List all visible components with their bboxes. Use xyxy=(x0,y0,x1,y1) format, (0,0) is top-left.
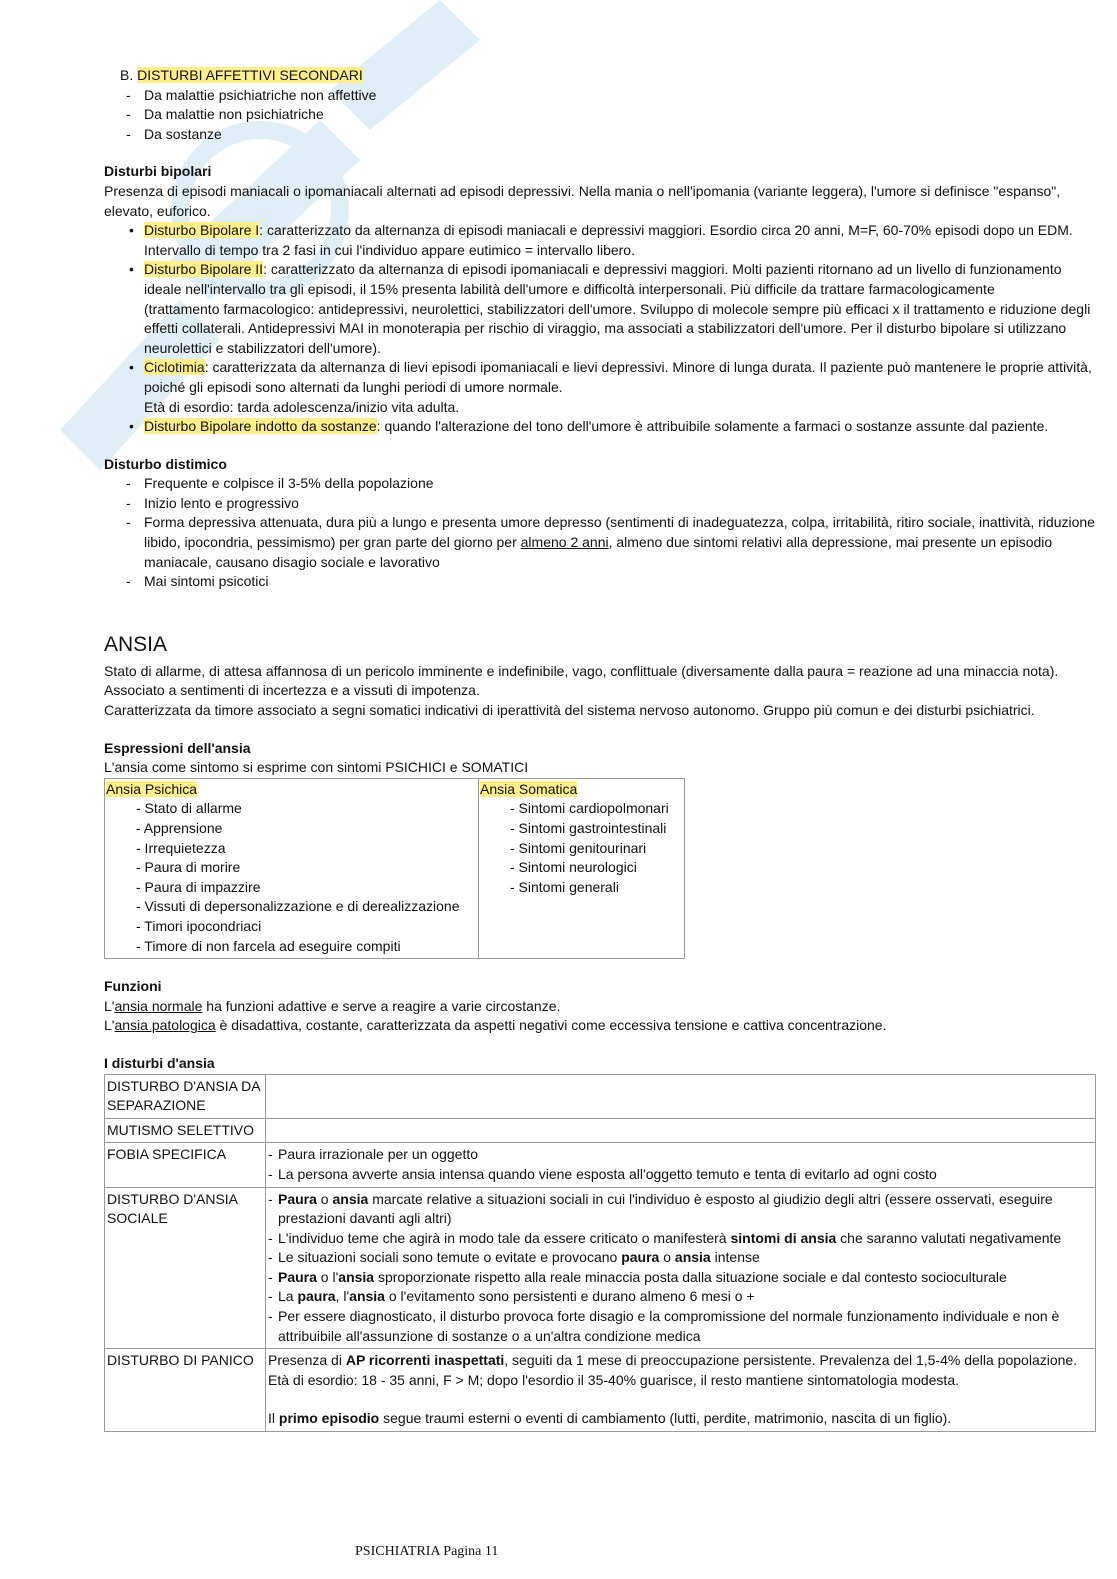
section-b-heading xyxy=(104,66,1096,86)
somatica-item: - Sintomi genitourinari xyxy=(510,839,647,856)
bold-term: Paura xyxy=(278,1190,317,1207)
disturbi-table xyxy=(104,1074,1096,1433)
distimico-title: Disturbo distimico xyxy=(104,455,227,472)
table-row xyxy=(105,1143,1096,1187)
list-item xyxy=(104,513,1096,572)
bold-term: AP ricorrenti inaspettati xyxy=(345,1352,505,1369)
page-footer: PSICHIATRIA Pagina 11 xyxy=(355,1544,499,1559)
psichica-item: - Vissuti di depersonalizzazione e di derealizzazione xyxy=(136,898,460,915)
row-name: FOBIA SPECIFICA xyxy=(105,1143,266,1187)
cell-item xyxy=(268,1190,1091,1229)
ansia-psichica-cell xyxy=(105,778,479,958)
somatica-item: - Sintomi generali xyxy=(510,878,619,895)
cell-item xyxy=(268,1287,1091,1307)
bold-term: Paura xyxy=(278,1268,317,1285)
funzioni-l1-pre: L' xyxy=(104,997,115,1014)
list-item xyxy=(104,358,1096,417)
bold-term: ansia xyxy=(349,1288,385,1305)
bipolare-sostanze-label: Disturbo Bipolare indotto da sostanze xyxy=(144,418,377,435)
panico-paragraph-1 xyxy=(268,1351,1091,1390)
ansia-somatica-title: Ansia Somatica xyxy=(480,780,578,797)
cell-item xyxy=(268,1229,1091,1249)
psichica-item: - Paura di impazzire xyxy=(136,878,261,895)
list-item: - Da malattie non psichiatriche xyxy=(104,105,1096,125)
row-name: DISTURBO DI PANICO xyxy=(105,1349,266,1432)
cell-text: intense xyxy=(710,1249,760,1266)
distimico-i3-a: Forma depressiva attenuata, dura più a lungo e presenta umore depresso (sentimenti di inadeguatezza, colpa, irritabilità, ritiro sociale, inattività, riduzione libido, ipocondria, pessimismo) per gran parte del giorno per xyxy=(144,514,1095,551)
bipolare-1-text: : caratterizzato da alternanza di episodi maniacali e depressivi maggiori. Esordio circa 20 anni, M=F, 60-70% episodi dopo un EDM. Intervallo di tempo tra 2 fasi in cui l'individuo appare eutimico = intervallo libero. xyxy=(144,222,1073,258)
bold-term: paura xyxy=(621,1249,660,1266)
funzioni-line-1 xyxy=(104,997,1096,1017)
somatica-item: - Sintomi cardiopolmonari xyxy=(510,800,669,817)
section-b-title: DISTURBI AFFETTIVI SECONDARI xyxy=(137,67,363,83)
somatica-item: - Sintomi neurologici xyxy=(510,859,637,876)
funzioni-title: Funzioni xyxy=(104,978,162,995)
row-name: DISTURBO D'ANSIA DA SEPARAZIONE xyxy=(105,1074,266,1118)
bipolari-title: Disturbi bipolari xyxy=(104,163,212,180)
cell-item xyxy=(268,1268,1091,1288)
cell-text: o xyxy=(659,1249,675,1266)
row-name: MUTISMO SELETTIVO xyxy=(105,1118,266,1143)
cell-item xyxy=(268,1248,1091,1268)
cell-text: Presenza di xyxy=(268,1352,346,1369)
bipolare-2-label: Disturbo Bipolare II xyxy=(144,261,264,278)
funzioni-l1-post: ha funzioni adattive e serve a reagire a varie circostanze. xyxy=(202,997,561,1014)
list-item: - Da malattie psichiatriche non affettive xyxy=(104,86,1096,106)
cell-text: sproporzionate rispetto alla reale minaccia posta dalla situazione sociale e dal contesto socioculturale xyxy=(374,1268,1007,1285)
bipolare-2-extra: (trattamento farmacologico: antidepressivi, neurolettici, stabilizzatori dell'umore. Sviluppo di molecole sempre più efficaci x il trattamento e riduzione degli effetti collaterali. Antidepressivi MAI in monoterapia per rischio di viraggio, ma associati a stabilizzatori dell'umore. Per il disturbo bipolare si utilizzano neurolettici e stabilizzatori dell'umore). xyxy=(144,300,1091,356)
somatica-item: - Sintomi gastrointestinali xyxy=(510,820,667,836)
section-b-list xyxy=(104,86,1096,145)
bold-term: ansia xyxy=(332,1190,369,1207)
disturbi-title: I disturbi d'ansia xyxy=(104,1054,215,1071)
row-content xyxy=(266,1187,1096,1349)
psichica-item: - Paura di morire xyxy=(136,859,241,876)
cell-item: - Per essere diagnosticato, il disturbo provoca forte disagio e la compromissione del normale funzionamento individuale e non è attribuibile all'assunzione di sostanze o a un'altra condizione medica xyxy=(268,1307,1091,1346)
bipolari-intro: Presenza di episodi maniacali o ipomaniacali alternati ad episodi depressivi. Nella mania o nell'ipomania (variante leggera), l'umore si definisce "espanso", elevato, euforico. xyxy=(104,182,1061,219)
list-item xyxy=(104,260,1096,358)
bipolare-sostanze-text: : quando l'alterazione del tono dell'umore è attribuibile solamente a farmaci o sostanze assunte dal paziente. xyxy=(376,418,1049,435)
ciclotimia-label: Ciclotimia xyxy=(144,359,205,376)
psichica-item: - Timore di non farcela ad eseguire compiti xyxy=(136,937,401,954)
list-item xyxy=(104,417,1096,437)
bold-term: sintomi di ansia xyxy=(730,1229,837,1246)
cell-text: , seguiti da 1 mese di preoccupazione persistente. Prevalenza del 1,5-4% della popolazione. Età di esordio: 18 - 35 anni, F > M; dopo l'esordio il 35-40% guarisce, il resto mantiene sintomatologia modesta. xyxy=(268,1352,1078,1388)
table-row xyxy=(105,1074,1096,1118)
bold-term: ansia xyxy=(674,1249,711,1266)
page-content xyxy=(104,66,1096,1432)
list-item: - Da sostanze xyxy=(104,125,1096,145)
list-item: - Frequente e colpisce il 3-5% della popolazione xyxy=(104,474,1096,494)
cell-text: segue traumi esterni o eventi di cambiamento (lutti, perdite, matrimonio, nascita di un figlio). xyxy=(379,1410,952,1427)
ansia-patologica-term: ansia patologica xyxy=(114,1017,216,1034)
ansia-paragraph-1: Stato di allarme, di attesa affannosa di un pericolo imminente e indefinibile, vago, conflittuale (diversamente dalla paura = reazione ad una minaccia nota). Associato a sentimenti di incertezza e a vissuti di impotenza. xyxy=(104,662,1059,699)
ansia-normale-term: ansia normale xyxy=(114,997,203,1014)
ansia-psichica-title: Ansia Psichica xyxy=(106,780,198,797)
ansia-paragraph-2: Caratterizzata da timore associato a segni somatici indicativi di iperattività del sistema nervoso autonomo. Gruppo più comun e dei disturbi psichiatrici. xyxy=(104,702,1035,719)
section-b-letter: B. xyxy=(120,67,134,83)
psichica-item: - Irrequietezza xyxy=(136,839,226,856)
cell-text: o l' xyxy=(316,1268,339,1285)
cell-text: Le situazioni sociali sono temute o evitate e provocano xyxy=(278,1249,622,1266)
cell-text: o xyxy=(316,1190,333,1207)
cell-item: - Paura irrazionale per un oggetto xyxy=(268,1145,1091,1165)
cell-text: , l' xyxy=(335,1288,350,1305)
cell-text: La xyxy=(278,1288,298,1305)
bipolari-list xyxy=(104,221,1096,437)
row-content xyxy=(266,1143,1096,1187)
distimico-i3-underline: almeno 2 anni xyxy=(520,534,609,551)
cell-item: - La persona avverte ansia intensa quando viene esposta all'oggetto temuto e tenta di evitarlo ad ogni costo xyxy=(268,1165,1091,1185)
panico-paragraph-2 xyxy=(268,1409,1091,1429)
cell-text: o l'evitamento sono persistenti e durano almeno 6 mesi o + xyxy=(384,1288,755,1305)
spacer xyxy=(268,1390,1091,1409)
funzioni-line-2 xyxy=(104,1016,1096,1036)
cell-text: marcate relative a situazioni sociali in cui l'individuo è esposto al giudizio degli altri (essere osservati, eseguire prestazioni davanti agli altri) xyxy=(278,1190,1053,1227)
distimico-list xyxy=(104,474,1096,592)
funzioni-l2-pre: L' xyxy=(104,1017,115,1034)
funzioni-l2-post: è disadattiva, costante, caratterizzata da aspetti negativi come eccessiva tensione e cattiva concentrazione. xyxy=(215,1017,887,1034)
row-content xyxy=(266,1349,1096,1432)
ciclotimia-text: : caratterizzata da alternanza di lievi episodi ipomaniacali e lievi depressivi. Minore di lunga durata. Il paziente può mantenere le proprie attività, poiché gli episodi sono alternati da lunghi periodi di umore normale. xyxy=(144,359,1092,395)
bold-term: ansia xyxy=(338,1268,375,1285)
cell-text: che saranno valutati negativamente xyxy=(836,1229,1062,1246)
distimico-i3-b: , almeno due sintomi relativi alla depressione, mai presente un episodio maniacale, causano disagio sociale e lavorativo xyxy=(144,534,1053,570)
ciclotimia-extra: Età di esordio: tarda adolescenza/inizio vita adulta. xyxy=(144,398,460,415)
espressioni-intro: L'ansia come sintomo si esprime con sintomi PSICHICI e SOMATICI xyxy=(104,759,529,776)
psichica-item: - Stato di allarme xyxy=(136,800,242,817)
bipolare-2-text: : caratterizzato da alternanza di episodi ipomaniacali e depressivi maggiori. Molti pazienti ritornano ad un livello di funzionamento ideale nell'intervallo tra gli episodi, il 15% presenta labilità dell'umore e difficoltà interpersonali. Più difficile da trattare farmacologicamente xyxy=(144,261,1062,297)
table-row xyxy=(105,1118,1096,1143)
bold-term: primo episodio xyxy=(278,1410,380,1427)
ansia-heading: ANSIA xyxy=(104,632,168,656)
list-item: - Inizio lento e progressivo xyxy=(104,494,1096,514)
psichica-item: - Timori ipocondriaci xyxy=(136,917,262,934)
list-item xyxy=(104,221,1096,260)
espressioni-table xyxy=(104,778,685,959)
row-name: DISTURBO D'ANSIA SOCIALE xyxy=(105,1187,266,1349)
espressioni-title: Espressioni dell'ansia xyxy=(104,739,251,756)
ansia-somatica-cell xyxy=(479,778,685,958)
cell-text: L'individuo teme che agirà in modo tale da essere criticato o manifesterà xyxy=(278,1229,731,1246)
row-content xyxy=(266,1118,1096,1143)
psichica-item: - Apprensione xyxy=(136,820,223,836)
row-content xyxy=(266,1074,1096,1118)
table-row xyxy=(105,1349,1096,1432)
table-row xyxy=(105,1187,1096,1349)
bold-term: paura xyxy=(297,1288,336,1305)
list-item: - Mai sintomi psicotici xyxy=(104,572,1096,592)
bipolare-1-label: Disturbo Bipolare I xyxy=(144,222,260,239)
cell-text: Il xyxy=(268,1410,279,1427)
